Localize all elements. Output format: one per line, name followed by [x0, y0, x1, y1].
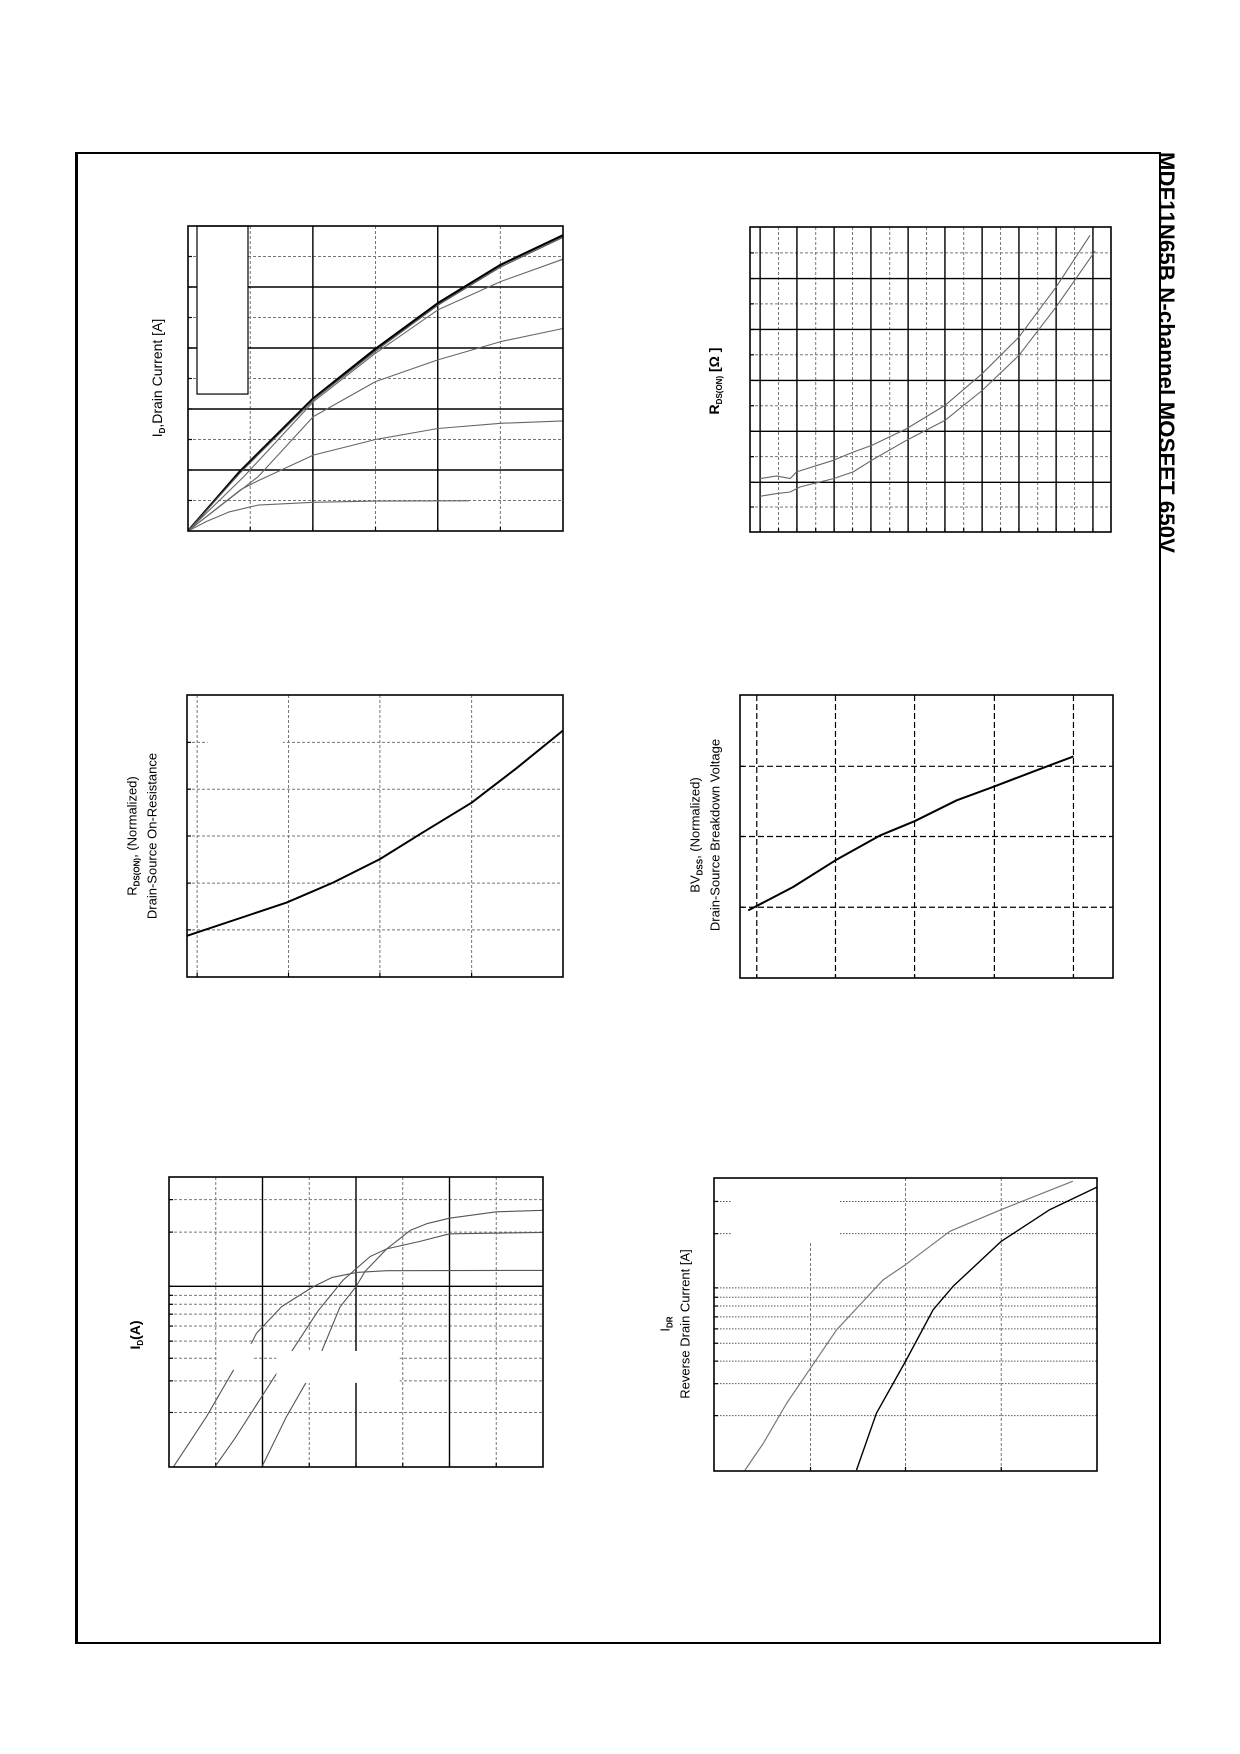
- series-curve-6: [188, 501, 469, 531]
- chart-transfer-characteristics: [169, 1177, 543, 1467]
- legend-box: [197, 226, 248, 394]
- series-curve-B: [216, 1232, 543, 1465]
- plot-area: [740, 695, 1113, 978]
- plot-area: [750, 227, 1111, 532]
- label-area: [732, 1178, 839, 1241]
- plot-area: [187, 695, 563, 977]
- label-area: [208, 739, 283, 746]
- chart-breakdown-voltage: [740, 695, 1113, 978]
- plot-area: [714, 1178, 1097, 1471]
- chart-rdson-vs-current: [750, 227, 1111, 532]
- chart-reverse-drain-current: [714, 1178, 1097, 1471]
- title-text: MDF11N65B N-channel MOSFET 650V: [1154, 152, 1179, 554]
- label-area: [276, 1351, 399, 1383]
- plot-area: [169, 1177, 543, 1467]
- series-curve-black: [857, 1187, 1098, 1470]
- series-R_DS(ON) normalized: [187, 731, 563, 936]
- plot-area: [188, 226, 563, 531]
- label-area: [216, 1344, 253, 1370]
- series-upper: [760, 235, 1090, 478]
- label-area: [837, 712, 874, 757]
- series-BV_DSS normalized: [748, 756, 1073, 910]
- chart-on-resistance-vs-temperature: [187, 695, 563, 977]
- series-lower: [760, 251, 1095, 496]
- chart-drain-current: [188, 226, 563, 531]
